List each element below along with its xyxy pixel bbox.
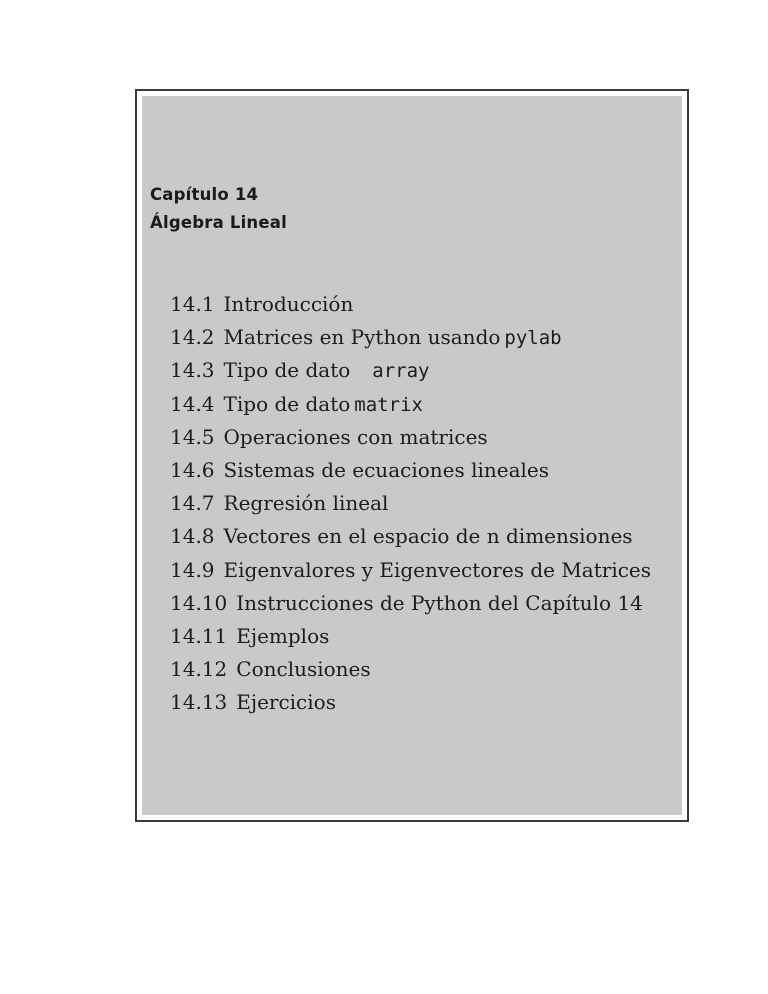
chapter-heading (150, 181, 287, 237)
toc-item-title: Ejercicios (236, 690, 336, 715)
toc-item-title: Vectores en el espacio de n dimensiones (223, 524, 633, 549)
toc-item-title: Eigenvalores y Eigenvectores de Matrices (223, 557, 652, 582)
toc-item-title: Regresión lineal (223, 491, 389, 516)
toc-item-number: 14.12 (170, 657, 228, 682)
toc-item-title: Matrices en Python usando (223, 325, 501, 350)
toc-item (170, 487, 651, 520)
toc-item (170, 321, 651, 354)
toc-item (170, 653, 651, 686)
toc-item-number: 14.8 (170, 524, 215, 549)
toc-item-number: 14.9 (170, 557, 215, 582)
toc-item (170, 554, 651, 587)
toc-item (170, 454, 651, 487)
toc-item-number: 14.2 (170, 325, 215, 350)
toc-item (170, 686, 651, 719)
toc-item (170, 421, 651, 454)
toc-item-number: 14.4 (170, 391, 215, 416)
toc-item-number: 14.7 (170, 491, 215, 516)
toc-item-title: Ejemplos (236, 623, 330, 648)
toc-item-number: 14.3 (170, 358, 215, 383)
toc-item-title: Conclusiones (236, 657, 371, 682)
chapter-label: Capítulo 14 (150, 185, 259, 204)
toc-item-number: 14.13 (170, 690, 228, 715)
toc-list (170, 288, 651, 719)
toc-item-code: matrix (354, 393, 423, 416)
toc-item (170, 354, 651, 387)
toc-item-number: 14.5 (170, 424, 215, 449)
toc-item-number: 14.10 (170, 590, 228, 615)
toc-item (170, 587, 651, 620)
toc-item-code: array (372, 360, 430, 383)
toc-item-title: Tipo de dato (223, 358, 351, 383)
toc-item (170, 520, 651, 553)
toc-item (170, 388, 651, 421)
toc-item-number: 14.6 (170, 457, 215, 482)
toc-item (170, 288, 651, 321)
toc-item-code: pylab (504, 327, 562, 350)
toc-item-title: Instrucciones de Python del Capítulo 14 (236, 590, 643, 615)
toc-item (170, 620, 651, 653)
toc-item-title: Operaciones con matrices (223, 424, 488, 449)
chapter-title: Álgebra Lineal (150, 213, 287, 232)
toc-item-number: 14.1 (170, 292, 215, 316)
toc-item-title: Introducción (223, 292, 354, 316)
toc-item-title: Tipo de dato (223, 391, 351, 416)
chapter-box-frame (135, 89, 689, 822)
toc-item-title: Sistemas de ecuaciones lineales (223, 457, 550, 482)
toc-item-number: 14.11 (170, 623, 228, 648)
chapter-box (142, 96, 682, 815)
